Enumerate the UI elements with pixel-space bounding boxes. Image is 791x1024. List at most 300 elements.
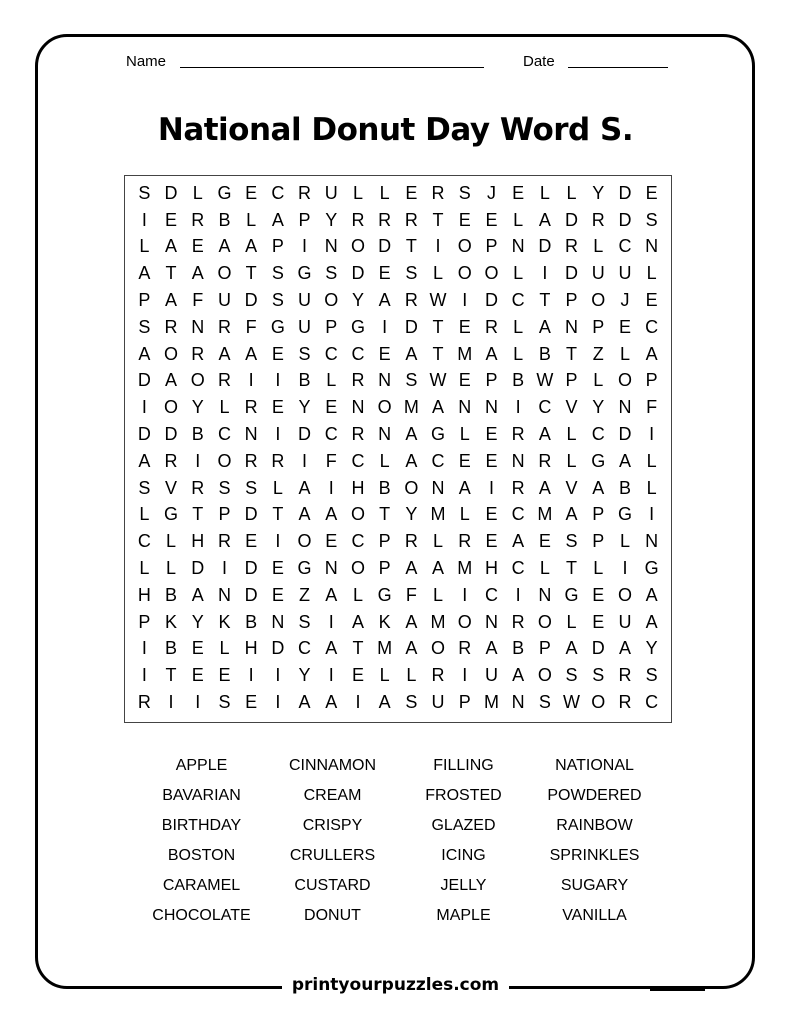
grid-cell[interactable]: R <box>164 316 178 337</box>
grid-cell[interactable]: F <box>646 397 658 418</box>
grid-cell[interactable]: U <box>431 692 445 713</box>
grid-cell[interactable]: D <box>137 370 151 391</box>
grid-cell[interactable]: M <box>483 692 499 713</box>
grid-cell[interactable]: A <box>405 424 418 445</box>
grid-cell[interactable]: L <box>646 477 657 498</box>
grid-cell[interactable]: V <box>565 397 578 418</box>
grid-cell[interactable]: E <box>271 343 284 364</box>
grid-cell[interactable]: O <box>350 504 365 525</box>
grid-cell[interactable]: A <box>565 504 578 525</box>
grid-cell[interactable]: E <box>191 236 204 257</box>
grid-cell[interactable]: A <box>618 638 631 659</box>
grid-cell[interactable]: C <box>645 692 659 713</box>
grid-cell[interactable]: T <box>165 263 177 284</box>
grid-cell[interactable]: O <box>324 290 339 311</box>
name-line[interactable] <box>180 67 484 68</box>
grid-cell[interactable]: A <box>325 638 338 659</box>
grid-cell[interactable]: R <box>217 316 231 337</box>
grid-cell[interactable]: B <box>165 638 178 659</box>
grid-cell[interactable]: Y <box>645 638 658 659</box>
grid-cell[interactable]: A <box>485 638 498 659</box>
grid-cell[interactable]: G <box>164 504 179 525</box>
grid-cell[interactable]: R <box>618 692 632 713</box>
grid-cell[interactable]: R <box>591 209 605 230</box>
grid-cell[interactable]: I <box>622 558 628 579</box>
grid-cell[interactable]: E <box>245 531 258 552</box>
grid-cell[interactable]: R <box>431 182 445 203</box>
grid-cell[interactable]: N <box>324 236 338 257</box>
grid-cell[interactable]: R <box>404 531 418 552</box>
grid-cell[interactable]: O <box>431 638 446 659</box>
grid-cell[interactable]: H <box>244 638 258 659</box>
grid-cell[interactable]: A <box>165 290 178 311</box>
grid-cell[interactable]: L <box>433 584 444 605</box>
grid-cell[interactable]: A <box>405 343 418 364</box>
grid-cell[interactable]: T <box>245 263 257 284</box>
grid-cell[interactable]: R <box>137 692 151 713</box>
grid-cell[interactable]: L <box>246 209 257 230</box>
grid-cell[interactable]: S <box>298 343 311 364</box>
grid-cell[interactable]: T <box>379 504 391 525</box>
grid-cell[interactable]: R <box>351 209 365 230</box>
grid-cell[interactable]: A <box>298 477 311 498</box>
grid-cell[interactable]: G <box>431 424 446 445</box>
grid-cell[interactable]: R <box>404 290 418 311</box>
grid-cell[interactable]: T <box>405 236 417 257</box>
grid-cell[interactable]: R <box>618 665 632 686</box>
grid-cell[interactable]: R <box>244 397 258 418</box>
grid-cell[interactable]: O <box>457 263 472 284</box>
grid-cell[interactable]: U <box>484 665 498 686</box>
grid-cell[interactable]: R <box>351 424 365 445</box>
grid-cell[interactable]: O <box>591 290 606 311</box>
grid-cell[interactable]: W <box>563 692 581 713</box>
grid-cell[interactable]: S <box>405 263 418 284</box>
grid-cell[interactable]: A <box>325 584 338 605</box>
grid-cell[interactable]: E <box>485 504 498 525</box>
grid-cell[interactable]: N <box>645 236 659 257</box>
grid-cell[interactable]: R <box>378 209 392 230</box>
grid-cell[interactable]: M <box>457 343 473 364</box>
grid-cell[interactable]: D <box>404 316 418 337</box>
grid-cell[interactable]: C <box>298 638 312 659</box>
grid-cell[interactable]: A <box>191 263 204 284</box>
grid-cell[interactable]: S <box>138 477 151 498</box>
grid-cell[interactable]: N <box>511 236 525 257</box>
grid-cell[interactable]: B <box>298 370 311 391</box>
grid-cell[interactable]: T <box>432 343 444 364</box>
grid-cell[interactable]: O <box>537 611 552 632</box>
grid-cell[interactable]: N <box>484 397 498 418</box>
grid-cell[interactable]: L <box>272 477 283 498</box>
grid-cell[interactable]: C <box>431 450 445 471</box>
grid-cell[interactable]: J <box>620 290 630 311</box>
grid-cell[interactable]: O <box>350 558 365 579</box>
grid-cell[interactable]: H <box>137 584 151 605</box>
grid-cell[interactable]: M <box>457 558 473 579</box>
grid-cell[interactable]: L <box>352 182 363 203</box>
grid-cell[interactable]: T <box>192 504 204 525</box>
grid-cell[interactable]: L <box>566 450 577 471</box>
grid-cell[interactable]: L <box>139 504 150 525</box>
grid-cell[interactable]: G <box>270 316 285 337</box>
grid-cell[interactable]: L <box>646 263 657 284</box>
grid-cell[interactable]: E <box>351 665 364 686</box>
grid-cell[interactable]: P <box>378 531 391 552</box>
grid-cell[interactable]: D <box>591 638 605 659</box>
grid-cell[interactable]: Y <box>298 397 311 418</box>
grid-cell[interactable]: N <box>511 450 525 471</box>
grid-cell[interactable]: I <box>248 665 254 686</box>
grid-cell[interactable]: A <box>138 450 151 471</box>
grid-cell[interactable]: I <box>328 477 334 498</box>
grid-cell[interactable]: P <box>485 370 498 391</box>
grid-cell[interactable]: Y <box>325 209 338 230</box>
grid-cell[interactable]: L <box>619 531 630 552</box>
grid-cell[interactable]: B <box>512 370 525 391</box>
grid-cell[interactable]: R <box>404 209 418 230</box>
grid-cell[interactable]: P <box>485 236 498 257</box>
grid-cell[interactable]: D <box>565 209 579 230</box>
grid-cell[interactable]: J <box>486 182 496 203</box>
grid-cell[interactable]: R <box>271 450 285 471</box>
grid-cell[interactable]: E <box>325 397 338 418</box>
grid-cell[interactable]: E <box>271 558 284 579</box>
grid-cell[interactable]: V <box>165 477 178 498</box>
grid-cell[interactable]: I <box>275 531 281 552</box>
grid-cell[interactable]: I <box>302 450 308 471</box>
grid-cell[interactable]: M <box>430 504 446 525</box>
grid-cell[interactable]: D <box>484 290 498 311</box>
grid-cell[interactable]: S <box>271 263 284 284</box>
grid-cell[interactable]: L <box>139 236 150 257</box>
grid-cell[interactable]: R <box>484 316 498 337</box>
grid-cell[interactable]: N <box>565 316 579 337</box>
grid-cell[interactable]: R <box>191 343 205 364</box>
grid-cell[interactable]: N <box>538 584 552 605</box>
grid-cell[interactable]: I <box>275 370 281 391</box>
grid-cell[interactable]: W <box>536 370 554 391</box>
grid-cell[interactable]: P <box>645 370 658 391</box>
grid-cell[interactable]: L <box>593 370 604 391</box>
grid-cell[interactable]: L <box>459 504 470 525</box>
grid-cell[interactable]: A <box>138 263 151 284</box>
grid-cell[interactable]: I <box>435 236 441 257</box>
grid-cell[interactable]: U <box>298 290 312 311</box>
grid-cell[interactable]: A <box>405 638 418 659</box>
grid-cell[interactable]: E <box>458 209 471 230</box>
grid-cell[interactable]: E <box>245 692 258 713</box>
grid-cell[interactable]: L <box>219 638 230 659</box>
grid-cell[interactable]: T <box>352 638 364 659</box>
grid-cell[interactable]: A <box>645 584 658 605</box>
grid-cell[interactable]: Z <box>299 584 311 605</box>
grid-cell[interactable]: A <box>618 450 631 471</box>
grid-cell[interactable]: N <box>217 584 231 605</box>
grid-cell[interactable]: E <box>405 182 418 203</box>
grid-cell[interactable]: E <box>378 263 391 284</box>
grid-cell[interactable]: I <box>221 558 227 579</box>
grid-cell[interactable]: O <box>350 236 365 257</box>
grid-cell[interactable]: I <box>141 638 147 659</box>
grid-cell[interactable]: I <box>462 665 468 686</box>
grid-cell[interactable]: C <box>538 397 552 418</box>
grid-cell[interactable]: E <box>592 584 605 605</box>
grid-cell[interactable]: S <box>458 182 471 203</box>
grid-cell[interactable]: E <box>245 182 258 203</box>
grid-cell[interactable]: K <box>165 611 178 632</box>
grid-cell[interactable]: B <box>218 209 231 230</box>
grid-cell[interactable]: G <box>617 504 632 525</box>
grid-cell[interactable]: I <box>275 692 281 713</box>
grid-cell[interactable]: S <box>645 209 658 230</box>
grid-cell[interactable]: S <box>592 665 605 686</box>
grid-cell[interactable]: U <box>217 290 231 311</box>
grid-cell[interactable]: L <box>459 424 470 445</box>
grid-cell[interactable]: E <box>618 316 631 337</box>
grid-cell[interactable]: K <box>378 611 391 632</box>
grid-cell[interactable]: P <box>298 209 311 230</box>
grid-cell[interactable]: L <box>619 343 630 364</box>
grid-cell[interactable]: S <box>271 290 284 311</box>
grid-cell[interactable]: V <box>565 477 578 498</box>
grid-cell[interactable]: E <box>645 182 658 203</box>
grid-cell[interactable]: N <box>244 424 258 445</box>
grid-cell[interactable]: D <box>244 504 258 525</box>
grid-cell[interactable]: N <box>511 692 525 713</box>
grid-cell[interactable]: G <box>297 263 312 284</box>
grid-cell[interactable]: A <box>325 504 338 525</box>
grid-cell[interactable]: Y <box>298 665 311 686</box>
grid-cell[interactable]: U <box>618 611 632 632</box>
grid-cell[interactable]: L <box>566 424 577 445</box>
grid-cell[interactable]: N <box>378 424 392 445</box>
grid-cell[interactable]: D <box>244 290 258 311</box>
grid-cell[interactable]: P <box>458 692 471 713</box>
grid-cell[interactable]: T <box>566 558 578 579</box>
grid-cell[interactable]: L <box>406 665 417 686</box>
grid-cell[interactable]: O <box>457 236 472 257</box>
grid-cell[interactable]: R <box>217 531 231 552</box>
grid-cell[interactable]: T <box>165 665 177 686</box>
grid-cell[interactable]: D <box>618 424 632 445</box>
grid-cell[interactable]: I <box>275 665 281 686</box>
date-line[interactable] <box>568 67 668 68</box>
grid-cell[interactable]: E <box>458 370 471 391</box>
grid-cell[interactable]: C <box>217 424 231 445</box>
grid-cell[interactable]: O <box>217 263 232 284</box>
grid-cell[interactable]: Y <box>351 290 364 311</box>
grid-cell[interactable]: A <box>405 611 418 632</box>
grid-cell[interactable]: O <box>484 263 499 284</box>
grid-cell[interactable]: A <box>432 397 445 418</box>
grid-cell[interactable]: G <box>644 558 659 579</box>
grid-cell[interactable]: B <box>165 584 178 605</box>
grid-cell[interactable]: M <box>403 397 419 418</box>
grid-cell[interactable]: E <box>271 397 284 418</box>
grid-cell[interactable]: I <box>355 692 361 713</box>
grid-cell[interactable]: B <box>618 477 631 498</box>
grid-cell[interactable]: P <box>565 290 578 311</box>
grid-cell[interactable]: L <box>566 611 577 632</box>
grid-cell[interactable]: I <box>542 263 548 284</box>
grid-cell[interactable]: S <box>405 692 418 713</box>
grid-cell[interactable]: A <box>645 611 658 632</box>
grid-cell[interactable]: L <box>379 450 390 471</box>
grid-cell[interactable]: A <box>165 236 178 257</box>
grid-cell[interactable]: N <box>378 370 392 391</box>
grid-cell[interactable]: S <box>538 692 551 713</box>
grid-cell[interactable]: N <box>645 531 659 552</box>
grid-cell[interactable]: E <box>271 584 284 605</box>
grid-cell[interactable]: P <box>592 504 605 525</box>
grid-cell[interactable]: C <box>351 343 365 364</box>
grid-cell[interactable]: E <box>592 611 605 632</box>
grid-cell[interactable]: O <box>377 397 392 418</box>
grid-cell[interactable]: O <box>591 692 606 713</box>
grid-cell[interactable]: R <box>164 450 178 471</box>
grid-cell[interactable]: L <box>566 182 577 203</box>
grid-cell[interactable]: A <box>378 290 391 311</box>
grid-cell[interactable]: A <box>245 343 258 364</box>
grid-cell[interactable]: I <box>141 209 147 230</box>
grid-cell[interactable]: T <box>272 504 284 525</box>
grid-cell[interactable]: M <box>377 638 393 659</box>
grid-cell[interactable]: E <box>485 450 498 471</box>
grid-cell[interactable]: W <box>429 370 447 391</box>
grid-cell[interactable]: R <box>217 370 231 391</box>
grid-cell[interactable]: I <box>248 370 254 391</box>
grid-cell[interactable]: L <box>192 182 203 203</box>
grid-cell[interactable]: M <box>430 611 446 632</box>
grid-cell[interactable]: L <box>379 182 390 203</box>
grid-cell[interactable]: L <box>513 209 524 230</box>
grid-cell[interactable]: S <box>245 477 258 498</box>
grid-cell[interactable]: A <box>538 209 551 230</box>
grid-cell[interactable]: E <box>512 182 525 203</box>
grid-cell[interactable]: W <box>429 290 447 311</box>
grid-cell[interactable]: E <box>458 450 471 471</box>
grid-cell[interactable]: G <box>350 316 365 337</box>
grid-cell[interactable]: A <box>138 343 151 364</box>
grid-cell[interactable]: L <box>513 343 524 364</box>
grid-cell[interactable]: B <box>245 611 258 632</box>
grid-cell[interactable]: A <box>485 343 498 364</box>
grid-cell[interactable]: I <box>195 450 201 471</box>
grid-cell[interactable]: D <box>164 182 178 203</box>
grid-cell[interactable]: A <box>405 558 418 579</box>
grid-cell[interactable]: A <box>512 531 525 552</box>
grid-cell[interactable]: T <box>432 209 444 230</box>
grid-cell[interactable]: A <box>325 692 338 713</box>
grid-cell[interactable]: A <box>458 477 471 498</box>
grid-cell[interactable]: C <box>511 504 525 525</box>
grid-cell[interactable]: A <box>645 343 658 364</box>
grid-cell[interactable]: P <box>138 611 151 632</box>
grid-cell[interactable]: B <box>512 638 525 659</box>
grid-cell[interactable]: D <box>271 638 285 659</box>
grid-cell[interactable]: O <box>217 450 232 471</box>
grid-cell[interactable]: P <box>538 638 551 659</box>
grid-cell[interactable]: N <box>618 397 632 418</box>
grid-cell[interactable]: E <box>165 209 178 230</box>
grid-cell[interactable]: A <box>565 638 578 659</box>
grid-cell[interactable]: E <box>485 209 498 230</box>
grid-cell[interactable]: S <box>138 316 151 337</box>
grid-cell[interactable]: G <box>564 584 579 605</box>
grid-cell[interactable]: N <box>271 611 285 632</box>
grid-cell[interactable]: A <box>245 236 258 257</box>
grid-cell[interactable]: R <box>511 424 525 445</box>
grid-cell[interactable]: C <box>484 584 498 605</box>
grid-cell[interactable]: E <box>485 531 498 552</box>
grid-cell[interactable]: P <box>565 370 578 391</box>
grid-cell[interactable]: S <box>218 692 231 713</box>
grid-cell[interactable]: A <box>271 209 284 230</box>
grid-cell[interactable]: L <box>166 558 177 579</box>
grid-cell[interactable]: C <box>324 424 338 445</box>
grid-cell[interactable]: S <box>645 665 658 686</box>
grid-cell[interactable]: C <box>351 531 365 552</box>
grid-cell[interactable]: L <box>219 397 230 418</box>
grid-cell[interactable]: R <box>458 638 472 659</box>
grid-cell[interactable]: U <box>298 316 312 337</box>
grid-cell[interactable]: P <box>271 236 284 257</box>
grid-cell[interactable]: D <box>244 584 258 605</box>
grid-cell[interactable]: A <box>538 424 551 445</box>
grid-cell[interactable]: O <box>617 370 632 391</box>
grid-cell[interactable]: R <box>511 611 525 632</box>
grid-cell[interactable]: S <box>405 370 418 391</box>
grid-cell[interactable]: Z <box>592 343 604 364</box>
grid-cell[interactable]: O <box>164 397 179 418</box>
grid-cell[interactable]: O <box>297 531 312 552</box>
grid-cell[interactable]: A <box>165 370 178 391</box>
grid-cell[interactable]: D <box>351 263 365 284</box>
grid-cell[interactable]: D <box>538 236 552 257</box>
grid-cell[interactable]: N <box>351 397 365 418</box>
grid-cell[interactable]: I <box>141 665 147 686</box>
grid-cell[interactable]: D <box>298 424 312 445</box>
grid-cell[interactable]: H <box>351 477 365 498</box>
grid-cell[interactable]: D <box>244 558 258 579</box>
grid-cell[interactable]: I <box>302 236 308 257</box>
grid-cell[interactable]: E <box>538 531 551 552</box>
grid-cell[interactable]: R <box>511 477 525 498</box>
grid-cell[interactable]: A <box>538 477 551 498</box>
grid-cell[interactable]: I <box>168 692 174 713</box>
grid-cell[interactable]: L <box>593 236 604 257</box>
grid-cell[interactable]: H <box>191 531 205 552</box>
grid-cell[interactable]: D <box>565 263 579 284</box>
grid-cell[interactable]: C <box>511 558 525 579</box>
grid-cell[interactable]: L <box>646 450 657 471</box>
grid-cell[interactable]: E <box>191 665 204 686</box>
grid-cell[interactable]: M <box>537 504 553 525</box>
grid-cell[interactable]: O <box>457 611 472 632</box>
grid-cell[interactable]: Y <box>191 611 204 632</box>
grid-cell[interactable]: I <box>195 692 201 713</box>
grid-cell[interactable]: S <box>138 182 151 203</box>
grid-cell[interactable]: E <box>645 290 658 311</box>
grid-cell[interactable]: B <box>538 343 551 364</box>
grid-cell[interactable]: O <box>164 343 179 364</box>
grid-cell[interactable]: O <box>537 665 552 686</box>
grid-cell[interactable]: L <box>513 316 524 337</box>
grid-cell[interactable]: B <box>378 477 391 498</box>
grid-cell[interactable]: I <box>649 424 655 445</box>
grid-cell[interactable]: L <box>539 558 550 579</box>
